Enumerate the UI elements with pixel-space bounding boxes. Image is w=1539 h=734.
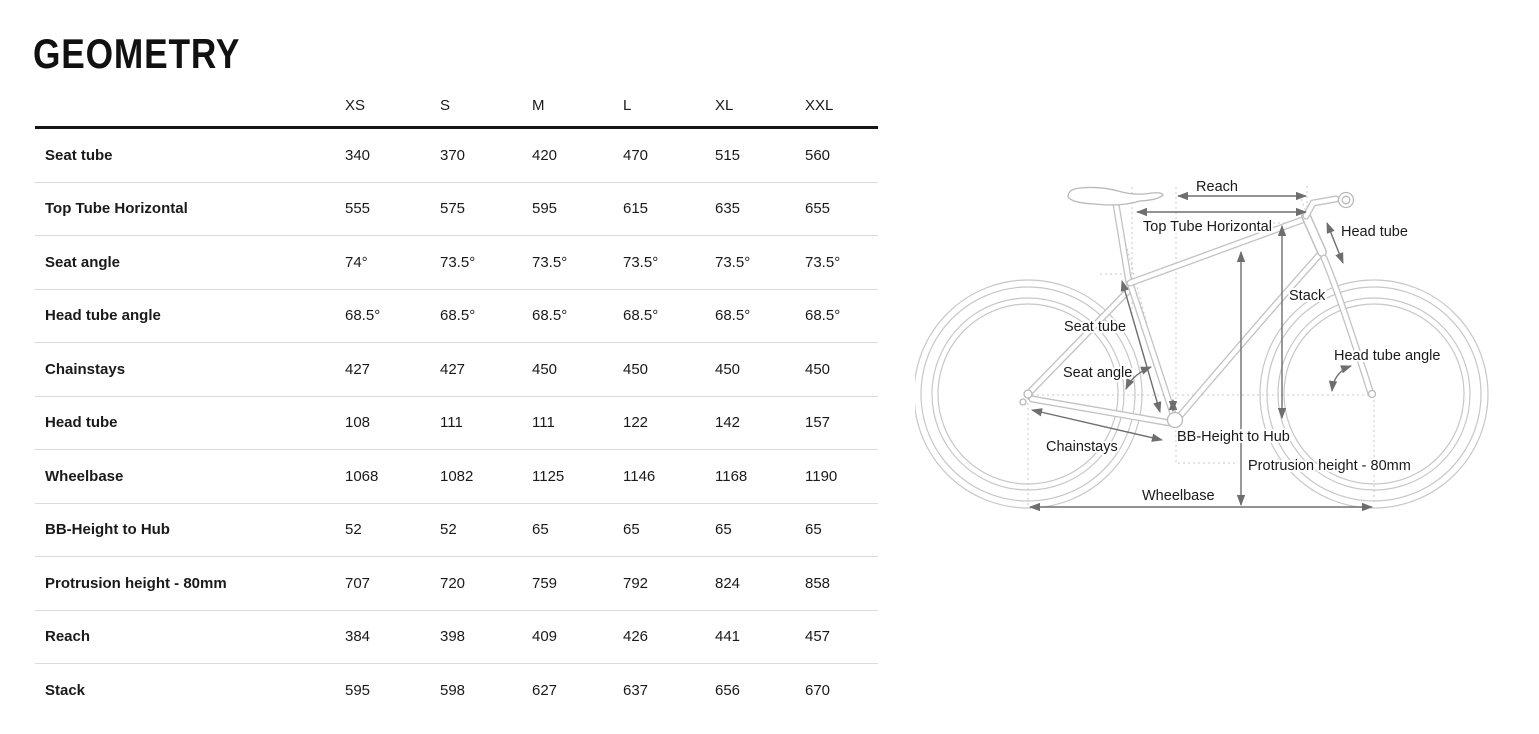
row-value: 65 [532, 521, 549, 539]
row-label: Reach [45, 628, 91, 646]
row-label: Chainstays [45, 360, 126, 378]
size-header-xl: XL [715, 97, 734, 114]
row-value: 384 [345, 628, 371, 646]
saddle [1068, 187, 1163, 205]
size-header-xxl: XXL [805, 97, 834, 114]
row-value: 73.5° [715, 253, 751, 271]
row-value: 858 [805, 574, 831, 592]
row-value: 340 [345, 146, 371, 164]
row-label: Top Tube Horizontal [45, 200, 188, 218]
row-value: 52 [345, 521, 362, 539]
row-value: 450 [805, 360, 831, 378]
row-value: 157 [805, 414, 831, 432]
row-label: Protrusion height - 80mm [45, 574, 227, 592]
table-row [35, 129, 878, 183]
front-hub [1369, 391, 1376, 398]
row-value: 450 [623, 360, 649, 378]
row-value: 73.5° [440, 253, 476, 271]
head-tube-angle-label: Head tube angle [1334, 348, 1441, 364]
size-header-m: M [532, 97, 545, 114]
wheelbase-label: Wheelbase [1142, 488, 1215, 504]
row-label: BB-Height to Hub [45, 521, 170, 539]
row-value: 457 [805, 628, 831, 646]
table-body [35, 129, 878, 718]
table-row [35, 290, 878, 344]
chainstays-label: Chainstays [1046, 439, 1118, 455]
table-row [35, 183, 878, 237]
row-value: 759 [532, 574, 558, 592]
row-value: 1082 [440, 467, 474, 485]
row-value: 427 [345, 360, 371, 378]
row-value: 560 [805, 146, 831, 164]
row-value: 655 [805, 200, 831, 218]
row-value: 122 [623, 414, 649, 432]
row-value: 792 [623, 574, 649, 592]
table-row [35, 236, 878, 290]
row-value: 108 [345, 414, 371, 432]
row-value: 426 [623, 628, 649, 646]
table-row [35, 557, 878, 611]
table-row [35, 343, 878, 397]
row-label: Head tube angle [45, 307, 161, 325]
row-value: 409 [532, 628, 558, 646]
head-tube-label: Head tube [1341, 224, 1408, 240]
chainstays-arrow [1032, 410, 1162, 440]
row-value: 595 [532, 200, 558, 218]
protrusion-height-label: Protrusion height - 80mm [1248, 458, 1411, 474]
seat-tube-label: Seat tube [1064, 319, 1127, 335]
table-row [35, 664, 878, 718]
row-value: 1190 [805, 467, 838, 485]
row-value: 720 [440, 574, 466, 592]
row-value: 65 [623, 521, 640, 539]
row-value: 68.5° [623, 307, 659, 325]
row-value: 65 [805, 521, 822, 539]
row-value: 1146 [623, 467, 656, 485]
row-value: 670 [805, 682, 831, 700]
row-value: 65 [715, 521, 732, 539]
table-header-row [35, 86, 878, 129]
row-value: 73.5° [623, 253, 659, 271]
row-value: 450 [532, 360, 558, 378]
row-value: 370 [440, 146, 466, 164]
row-value: 824 [715, 574, 741, 592]
bottom-bracket [1168, 413, 1183, 428]
size-header-s: S [440, 97, 451, 114]
geometry-table [35, 86, 878, 718]
bb-height-to-hub-label: BB-Height to Hub [1177, 429, 1290, 445]
row-label: Seat tube [45, 146, 113, 164]
row-value: 615 [623, 200, 649, 218]
row-value: 427 [440, 360, 466, 378]
row-value: 707 [345, 574, 371, 592]
row-value: 68.5° [440, 307, 476, 325]
seat-angle-label: Seat angle [1063, 365, 1133, 381]
row-value: 68.5° [805, 307, 841, 325]
head-tube-angle-arc [1332, 366, 1351, 391]
row-label: Stack [45, 682, 86, 700]
row-value: 111 [440, 414, 463, 432]
row-value: 420 [532, 146, 558, 164]
row-value: 555 [345, 200, 371, 218]
row-value: 470 [623, 146, 649, 164]
row-value: 73.5° [805, 253, 841, 271]
table-row [35, 450, 878, 504]
row-value: 656 [715, 682, 741, 700]
row-value: 74° [345, 253, 368, 271]
row-value: 595 [345, 682, 371, 700]
table-row [35, 504, 878, 558]
row-value: 575 [440, 200, 466, 218]
row-value: 450 [715, 360, 741, 378]
row-value: 73.5° [532, 253, 568, 271]
rear-hub [1020, 390, 1032, 405]
row-value: 441 [715, 628, 741, 646]
row-value: 1068 [345, 467, 379, 485]
row-value: 142 [715, 414, 741, 432]
row-value: 1168 [715, 467, 748, 485]
size-header-l: L [623, 97, 632, 114]
top-tube-horizontal-label: Top Tube Horizontal [1143, 219, 1272, 235]
row-value: 627 [532, 682, 558, 700]
row-value: 635 [715, 200, 741, 218]
header-spacer [35, 114, 340, 126]
row-value: 637 [623, 682, 649, 700]
row-value: 515 [715, 146, 741, 164]
row-value: 68.5° [532, 307, 568, 325]
bike-geometry-diagram [915, 158, 1539, 540]
table-row [35, 397, 878, 451]
row-value: 68.5° [345, 307, 381, 325]
row-value: 598 [440, 682, 466, 700]
row-value: 1125 [532, 467, 565, 485]
row-label: Wheelbase [45, 467, 124, 485]
row-value: 52 [440, 521, 457, 539]
size-header-xs: XS [345, 97, 366, 114]
row-value: 68.5° [715, 307, 751, 325]
row-value: 398 [440, 628, 466, 646]
table-row [35, 611, 878, 665]
page-title: GEOMETRY [33, 30, 241, 77]
row-label: Seat angle [45, 253, 121, 271]
handlebar-grip [1339, 193, 1354, 208]
row-label: Head tube [45, 414, 118, 432]
reach-label: Reach [1196, 179, 1238, 195]
row-value: 111 [532, 414, 555, 432]
stack-label: Stack [1289, 288, 1326, 304]
